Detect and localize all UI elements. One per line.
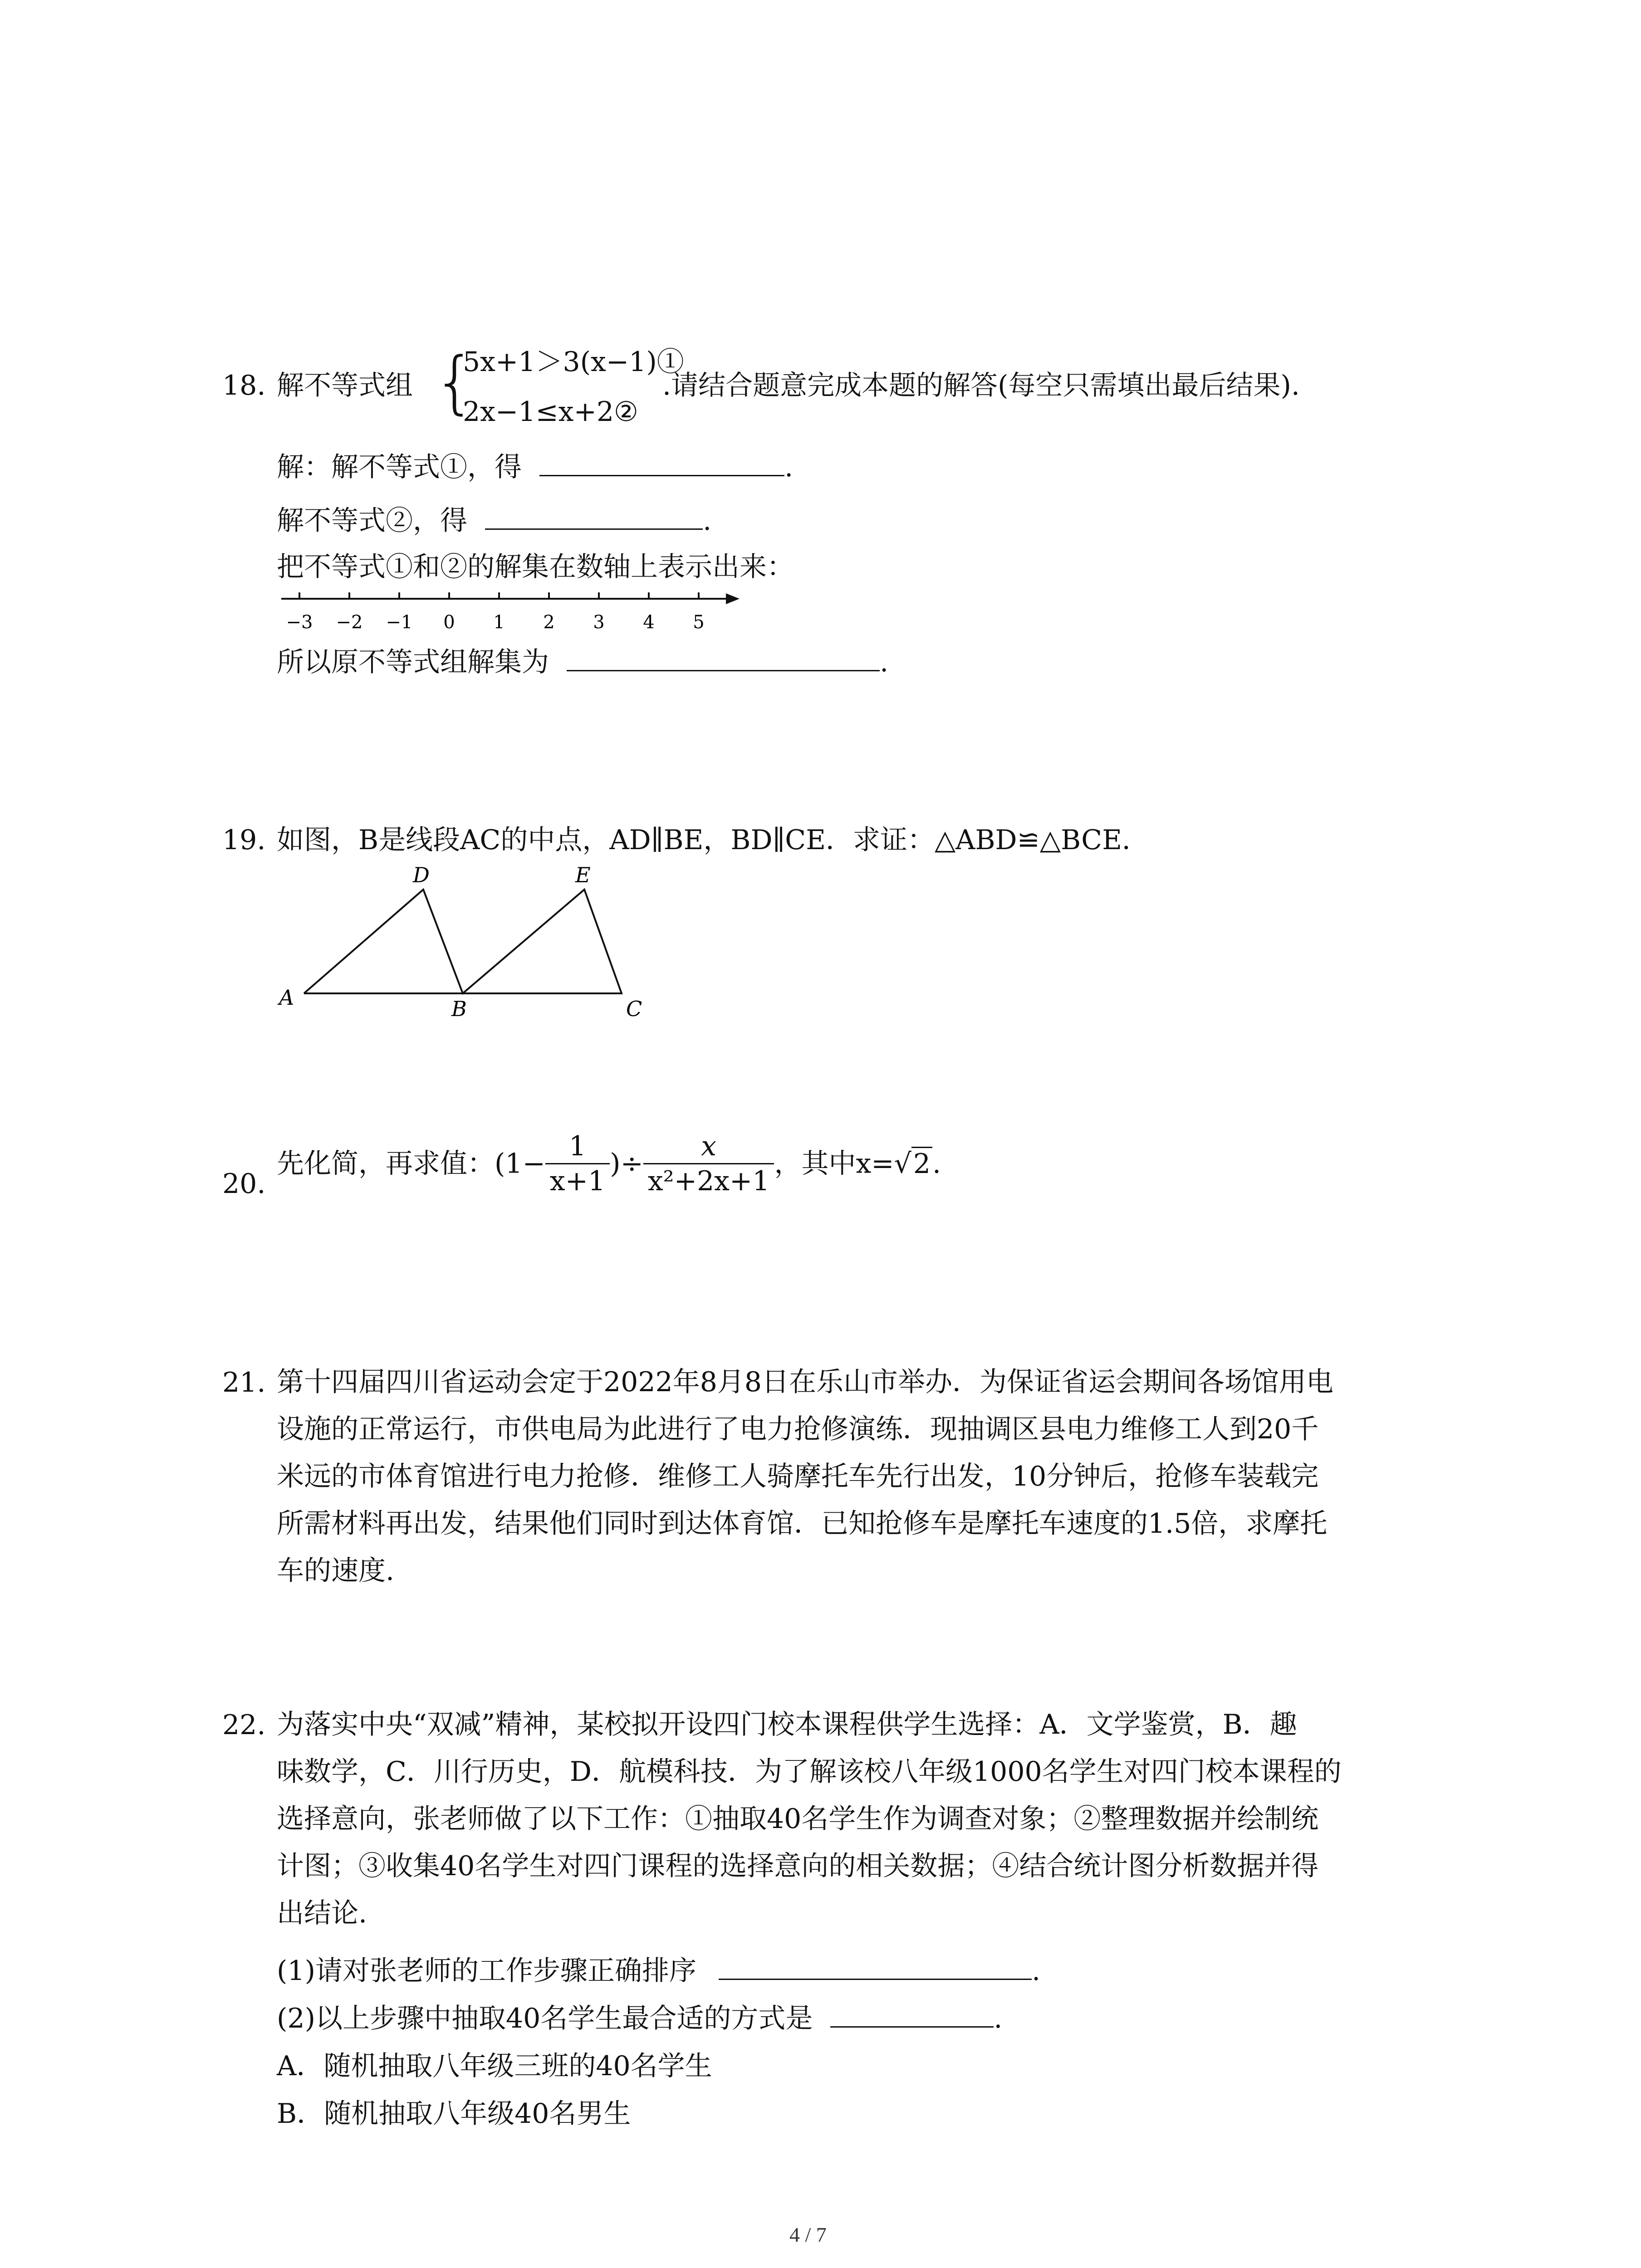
point-label-a: A	[279, 985, 294, 1010]
q18-instruction: .请结合题意完成本题的解答(每空只需填出最后结果).	[662, 370, 1300, 401]
q20-period: .	[932, 1148, 941, 1180]
q20-number: 20.	[222, 1168, 266, 1200]
q18-brace: {	[433, 343, 477, 422]
q19-number: 19.	[222, 824, 266, 856]
page-number: 4 / 7	[789, 2223, 827, 2246]
q18-line-solution-set	[277, 644, 888, 680]
q18-line2-text: 解不等式②，得	[277, 505, 467, 537]
q22-line: 为落实中央“双减”精神，某校拟开设四门校本课程供学生选择：A．文学鉴赏，B．趣	[277, 1709, 1297, 1740]
tick-label: 0	[443, 612, 455, 633]
q18-period-2: .	[703, 505, 712, 537]
q21-line: 所需材料再出发，结果他们同时到达体育馆．已知抢修车是摩托车速度的1.5倍，求摩托	[277, 1508, 1327, 1540]
q22-option-a[interactable]: A．随机抽取八年级三班的40名学生	[277, 2050, 712, 2082]
q18-number-line-ticks	[299, 592, 699, 599]
q21-number: 21.	[222, 1367, 266, 1398]
q21-line: 米远的市体育馆进行电力抢修．维修工人骑摩托车先行出发，10分钟后，抢修车装载完	[277, 1461, 1319, 1492]
sqrt-icon: √	[894, 1148, 911, 1180]
q20-expression	[277, 1129, 941, 1198]
tick-label: 5	[693, 612, 705, 633]
point-label-e: E	[575, 863, 591, 887]
q18-answer-blank-2[interactable]	[485, 503, 703, 530]
q18-answer-blank-1[interactable]	[539, 450, 784, 476]
tick-label: 3	[593, 612, 605, 633]
q22-body	[277, 1701, 1342, 1937]
tick-label: 2	[543, 612, 555, 633]
q18-inequality-2: 2x−1≤x+2②	[463, 396, 638, 428]
q20-frac1-numerator: 1	[545, 1129, 610, 1164]
q20-frac2-denominator: x²+2x+1	[647, 1165, 770, 1197]
q20-frac1-denominator: x+1	[549, 1165, 606, 1197]
q18-line-solve-2	[277, 503, 711, 539]
tick-label: 1	[493, 612, 505, 633]
tick-label: 4	[643, 612, 655, 633]
q20-sqrt-value: 2	[911, 1147, 932, 1180]
q19-geometry-figure	[263, 857, 671, 1025]
q21-body	[277, 1359, 1333, 1594]
q20-frac2-numerator: x	[643, 1129, 774, 1164]
q20-fraction-2	[643, 1129, 774, 1198]
q18-answer-blank-3[interactable]	[567, 645, 880, 671]
q22-number: 22.	[222, 1709, 266, 1741]
q18-period-3: .	[880, 646, 889, 678]
q18-line-numberline-instruction: 把不等式①和②的解集在数轴上表示出来：	[277, 551, 794, 583]
q18-lead: 解不等式组	[277, 370, 413, 401]
q22-sub-question-2	[277, 2000, 1003, 2037]
tick-label: −3	[286, 612, 313, 633]
q21-line: 设施的正常运行，市供电局为此进行了电力抢修演练．现抽调区县电力维修工人到20千	[277, 1413, 1319, 1445]
q20-divide: )÷	[610, 1148, 643, 1180]
q22-sub-question-1	[277, 1953, 1040, 1989]
tick-label: −1	[386, 612, 413, 633]
q20-lead: 先化简，再求值：(1−	[277, 1148, 545, 1180]
q22-sub1-text: (1)请对张老师的工作步骤正确排序	[277, 1955, 696, 1987]
q21-line: 第十四届四川省运动会定于2022年8月8日在乐山市举办．为保证省运会期间各场馆用电	[277, 1366, 1334, 1398]
q20-fraction-1	[545, 1129, 610, 1198]
tick-label: −2	[336, 612, 363, 633]
q22-line: 出结论.	[277, 1897, 367, 1929]
q22-line: 计图；③收集40名学生对四门课程的选择意向的相关数据；④结合统计图分析数据并得	[277, 1850, 1319, 1882]
q22-answer-blank-2[interactable]	[830, 2001, 994, 2028]
q22-period-2: .	[994, 2003, 1003, 2034]
q20-condition: ，其中x=	[774, 1148, 894, 1180]
q18-number-line[interactable]	[272, 585, 749, 640]
q22-answer-blank-1[interactable]	[719, 1953, 1032, 1980]
q18-line1-text: 解：解不等式①，得	[277, 451, 522, 483]
q18-period-1: .	[784, 451, 794, 483]
point-label-b: B	[451, 997, 467, 1021]
point-label-d: D	[413, 863, 430, 887]
q18-line4-text: 所以原不等式组解集为	[277, 646, 549, 678]
q21-line: 车的速度.	[277, 1555, 395, 1587]
q18-number: 18.	[222, 370, 266, 401]
q22-line: 选择意向，张老师做了以下工作：①抽取40名学生作为调查对象；②整理数据并绘制统	[277, 1803, 1319, 1835]
q22-line: 味数学，C．川行历史，D．航模科技．为了解该校八年级1000名学生对四门校本课程的	[277, 1756, 1342, 1788]
q22-option-b[interactable]: B．随机抽取八年级40名男生	[277, 2098, 631, 2130]
point-label-c: C	[626, 997, 642, 1021]
q19-text: 如图，B是线段AC的中点，AD∥BE，BD∥CE．求证：△ABD≌△BCE．	[277, 824, 1149, 856]
q18-line-solve-1	[277, 449, 793, 485]
q22-sub2-text: (2)以上步骤中抽取40名学生最合适的方式是	[277, 2003, 813, 2034]
q18-inequality-1: 5x+1＞3(x−1)①	[463, 346, 684, 378]
q22-period-1: .	[1032, 1955, 1041, 1987]
